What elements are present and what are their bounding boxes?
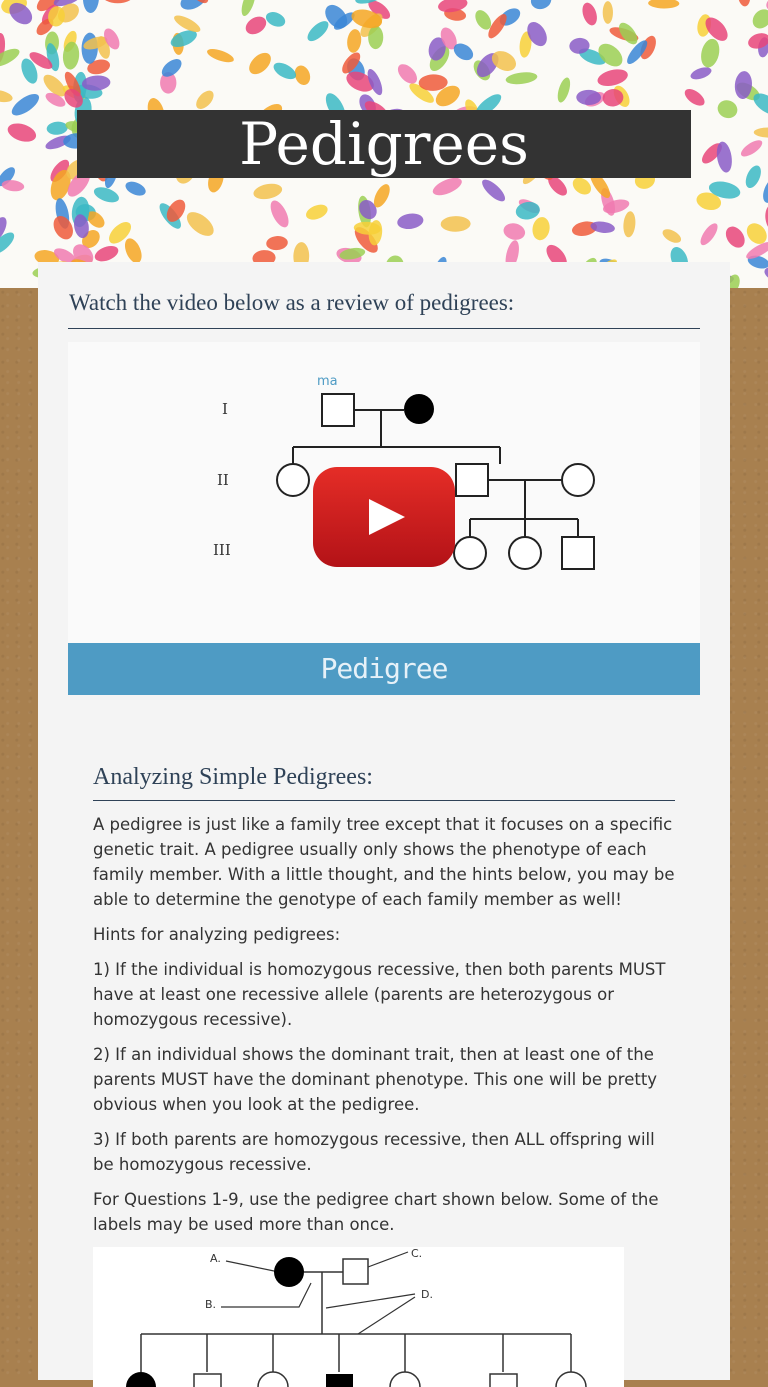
- affected-female-symbol: [404, 394, 434, 424]
- leaf-decoration: [743, 163, 764, 190]
- leaf-decoration: [267, 198, 292, 230]
- leaf-decoration: [82, 0, 99, 13]
- leaf-decoration: [505, 71, 538, 86]
- leaf-decoration: [603, 1, 613, 24]
- paragraph-hints-heading: Hints for analyzing pedigrees:: [93, 925, 341, 944]
- leaf-decoration: [264, 9, 288, 29]
- leaf-decoration: [596, 67, 630, 89]
- leaf-decoration: [92, 184, 121, 205]
- leaf-decoration: [479, 176, 508, 205]
- content-card: [38, 262, 730, 1380]
- video-embed[interactable]: [68, 342, 700, 695]
- label-b: B.: [205, 1298, 217, 1311]
- leaf-decoration: [737, 0, 752, 7]
- leaf-decoration: [0, 88, 14, 104]
- leaf-decoration: [531, 216, 552, 242]
- male-symbol: [343, 1259, 368, 1284]
- floral-banner: [0, 0, 768, 288]
- leaf-decoration: [245, 49, 275, 78]
- leaf-decoration: [715, 97, 740, 120]
- gen-label-3: III: [213, 541, 231, 559]
- leaf-decoration: [514, 200, 541, 221]
- play-triangle-icon: [369, 499, 405, 535]
- paragraph-hint-1: 1) If the individual is homozygous recessive, then both parents MUST have at least one recessive allele (parents are heterozygous or homozygous recessive).: [93, 960, 666, 1029]
- leaf-decoration: [580, 1, 600, 27]
- leaf-decoration: [304, 202, 330, 223]
- gen-label-2: II: [217, 471, 229, 489]
- leaf-decoration: [689, 65, 713, 82]
- leaf-decoration: [266, 235, 289, 251]
- leaf-decoration: [271, 59, 299, 82]
- leaf-decoration: [242, 13, 269, 38]
- leaf-decoration: [396, 212, 424, 231]
- leaf-decoration: [502, 221, 527, 242]
- leaf-decoration: [698, 37, 722, 69]
- leaf-decoration: [394, 61, 420, 87]
- leaf-decoration: [738, 137, 764, 159]
- affected-female-symbol: [274, 1257, 304, 1287]
- label-d: D.: [421, 1288, 433, 1301]
- paragraph-intro: A pedigree is just like a family tree except that it focuses on a specific genetic trait. A pedigree usually only shows the phenotype of each family member. With a little thought, and the hints below, you may be able to determine the genotype of each family member as well!: [93, 815, 675, 909]
- leaf-decoration: [8, 90, 42, 120]
- leaf-decoration: [697, 221, 720, 248]
- leaf-decoration: [5, 120, 38, 145]
- corner-label: ma: [317, 374, 338, 389]
- leaf-decoration: [193, 87, 217, 112]
- leaf-decoration: [682, 86, 708, 109]
- leaf-decoration: [648, 0, 679, 9]
- leaf-decoration: [183, 207, 218, 240]
- leaf-decoration: [764, 203, 768, 233]
- leaf-decoration: [206, 46, 236, 65]
- leaf-decoration: [722, 223, 749, 251]
- male-symbol: [322, 394, 354, 426]
- leaf-decoration: [660, 226, 683, 245]
- paragraph-instructions: For Questions 1-9, use the pedigree chart shown below. Some of the labels may be used more than once.: [93, 1190, 659, 1234]
- label-a: A.: [210, 1252, 221, 1265]
- leaf-decoration: [46, 121, 68, 136]
- leaf-decoration: [252, 182, 283, 202]
- leaf-decoration: [529, 0, 553, 11]
- leaf-decoration: [759, 173, 768, 206]
- leaf-decoration: [123, 179, 147, 198]
- page-title: Pedigrees: [77, 110, 691, 178]
- paragraph-hint-3: 3) If both parents are homozygous recessive, then ALL offspring will be homozygous recessive.: [93, 1130, 655, 1174]
- gen-label-1: I: [222, 400, 228, 418]
- leaf-decoration: [749, 6, 768, 33]
- leaf-decoration: [555, 76, 572, 104]
- section-divider: [68, 328, 700, 329]
- video-footer-title: Pedigree: [68, 643, 700, 695]
- video-section-title: Watch the video below as a review of pedigrees:: [69, 290, 515, 315]
- question-pedigree-chart: [93, 1247, 624, 1387]
- leaf-decoration: [304, 18, 332, 45]
- label-c: C.: [411, 1247, 423, 1260]
- leaf-decoration: [754, 127, 768, 138]
- analysis-section-title: Analyzing Simple Pedigrees:: [93, 764, 373, 790]
- paragraph-hint-2: 2) If an individual shows the dominant trait, then at least one of the parents MUST have the dominant phenotype. This one will be pretty obvious when you look at the pedigree.: [93, 1045, 658, 1114]
- youtube-play-icon[interactable]: [313, 467, 455, 567]
- leaf-decoration: [622, 211, 636, 238]
- leaf-decoration: [346, 28, 363, 53]
- leaf-decoration: [102, 0, 134, 3]
- analysis-text: [93, 812, 678, 1247]
- pedigree-diagram: [93, 1247, 624, 1387]
- leaf-decoration: [239, 0, 258, 18]
- section-divider: [93, 800, 675, 801]
- leaf-decoration: [441, 216, 471, 232]
